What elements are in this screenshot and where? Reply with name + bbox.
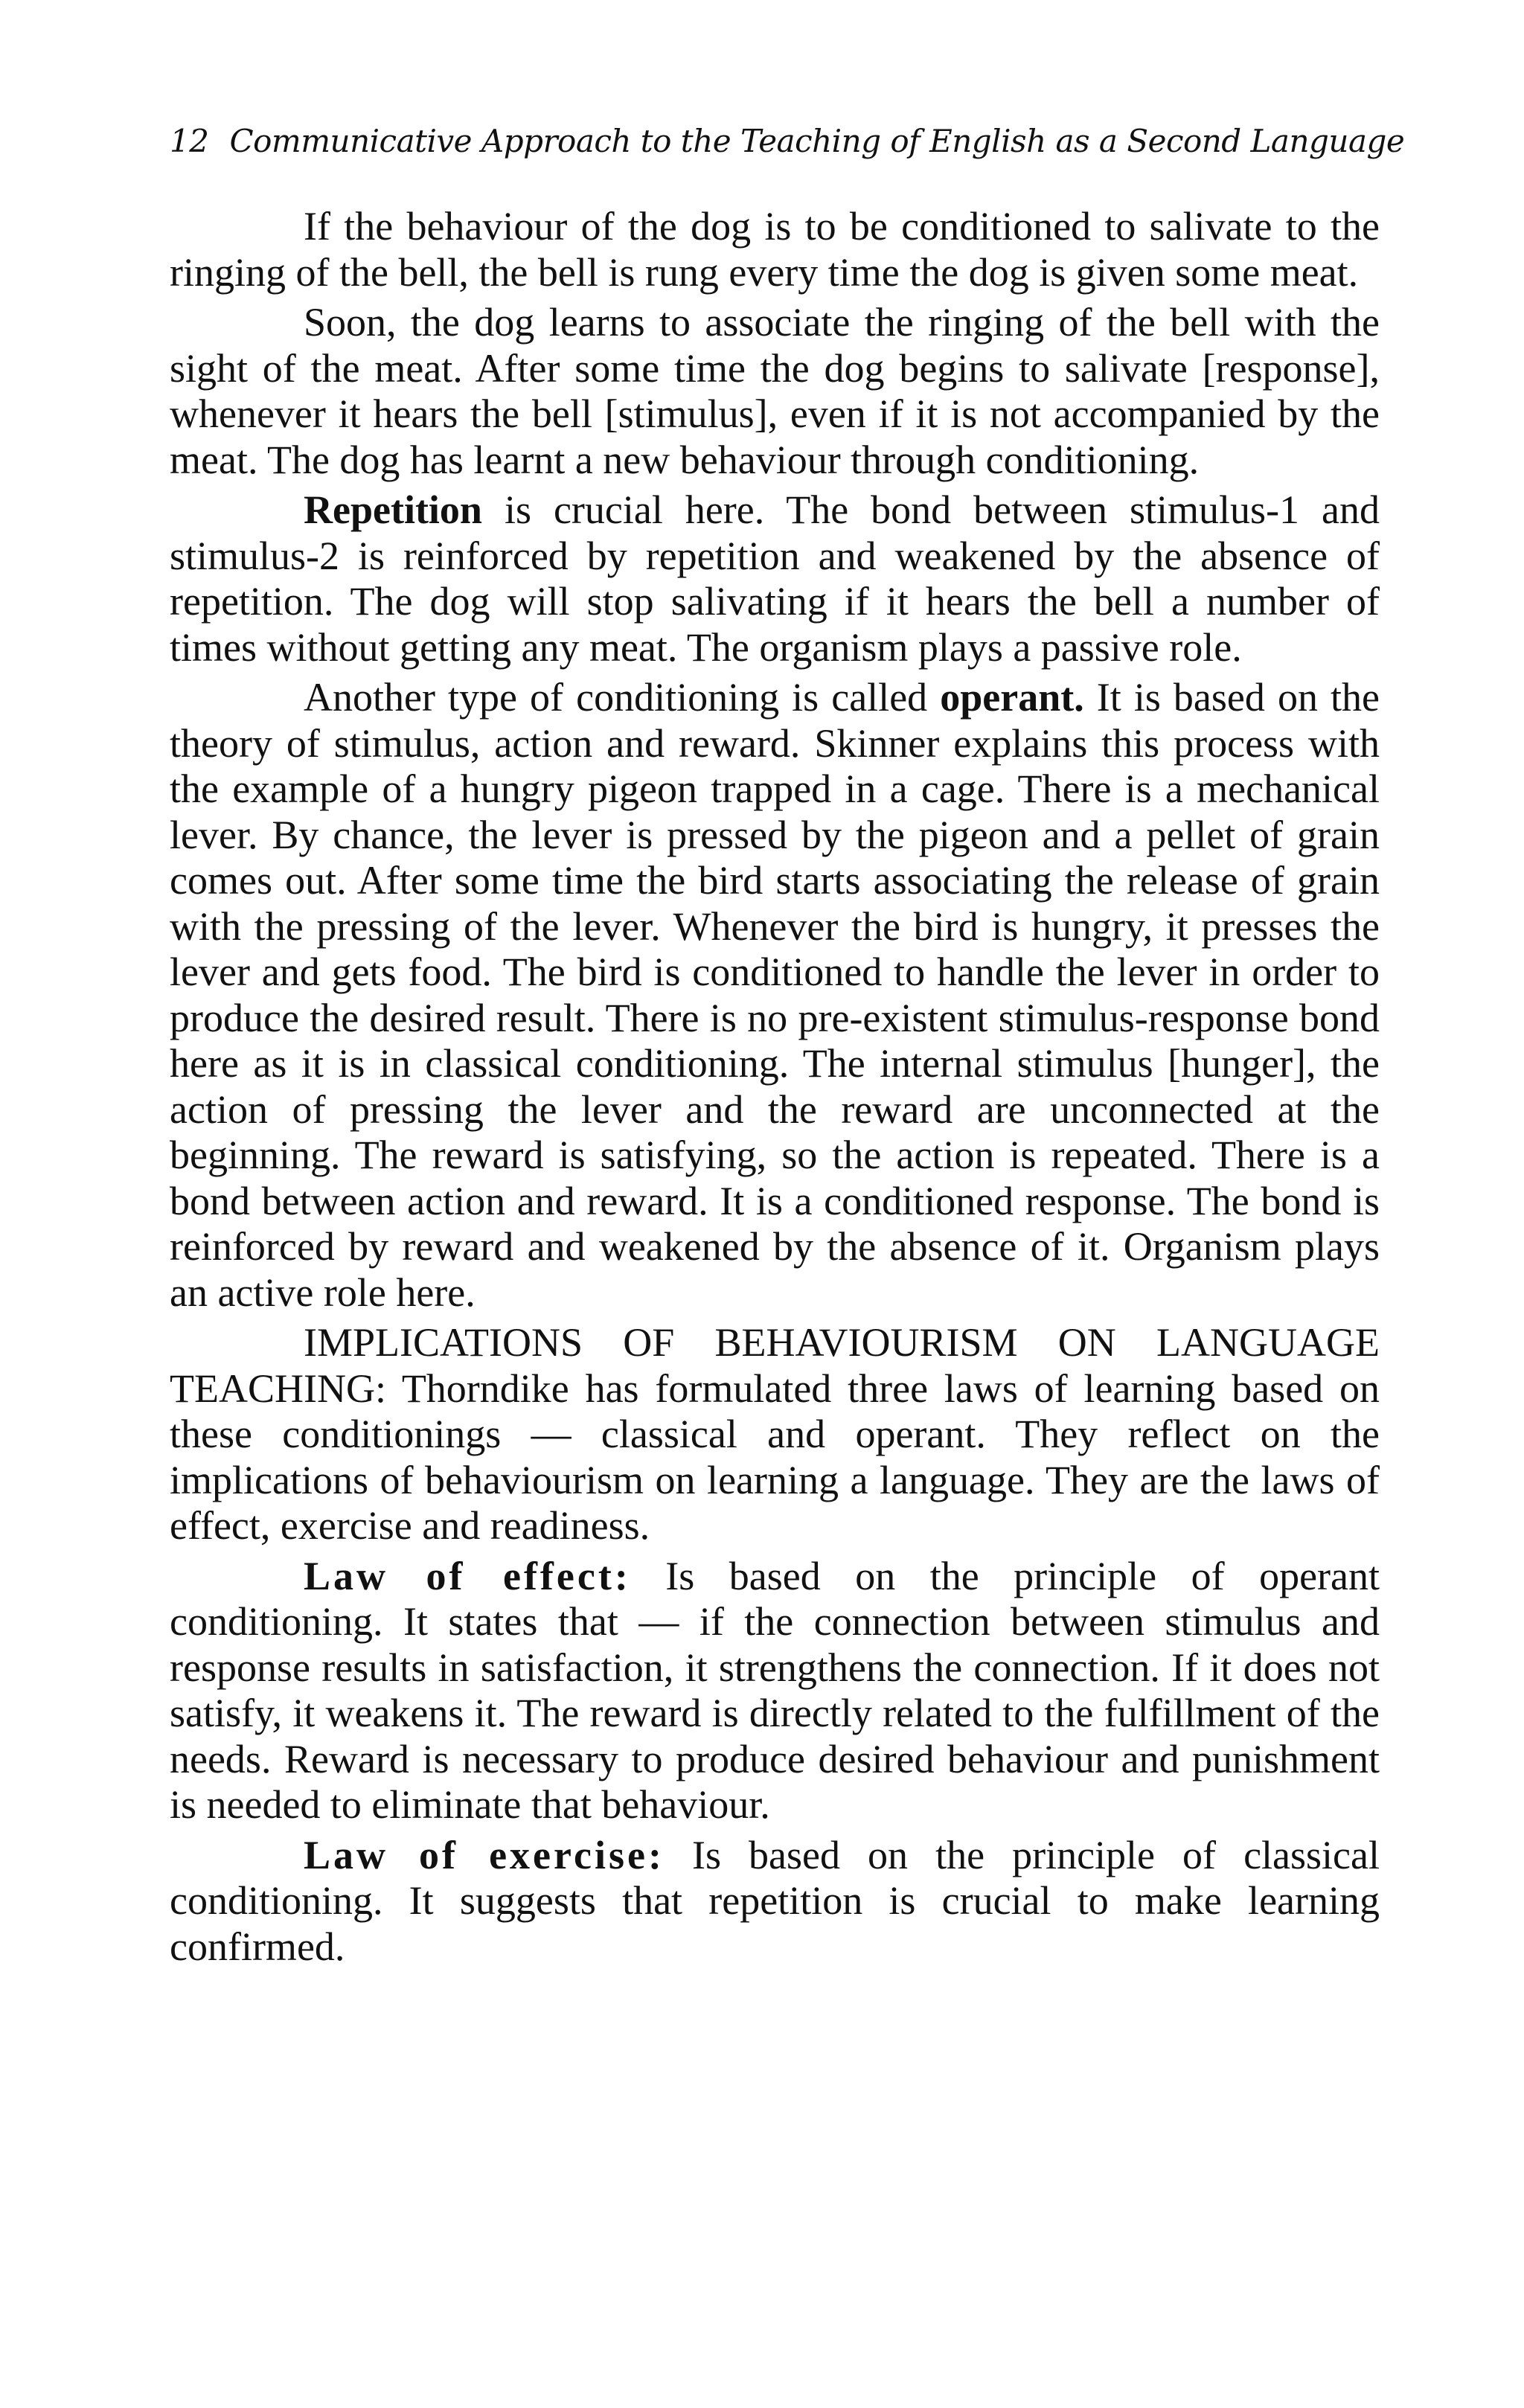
body-text	[170, 204, 1380, 1970]
paragraph-5-text: Thorndike has formulated three laws of learning based on these conditionings — classical and operant. They reflect on the implications of behaviourism on learning a language. They are the laws of effect, exercise and readiness.	[170, 1365, 1380, 1548]
paragraph-6	[170, 1554, 1380, 1828]
paragraph-2-text: Soon, the dog learns to associate the ringing of the bell with the sight of the meat. After some time the dog begins to salivate [response], whenever it hears the bell [stimulus], even if it is not accompanied by the meat. The dog has learnt a new behaviour through conditioning.	[170, 300, 1380, 482]
paragraph-7-text: Is based on the principle of classical conditioning. It suggests that repetition is crucial to make learning confirmed.	[170, 1832, 1380, 1969]
page-number: 12	[170, 123, 209, 159]
paragraph-4	[170, 675, 1380, 1316]
running-header	[170, 119, 1405, 164]
paragraph-3-text: is crucial here. The bond between stimulus-1 and stimulus-2 is reinforced by repetition and weakened by the absence of repetition. The dog will stop salivating if it hears the bell a number of times without getting any meat. The organism plays a passive role.	[170, 487, 1380, 670]
paragraph-3	[170, 487, 1380, 670]
term-operant: operant.	[940, 675, 1084, 720]
term-law-of-effect: Law of effect:	[304, 1553, 631, 1598]
book-page	[170, 119, 1405, 1974]
paragraph-1	[170, 204, 1380, 295]
paragraph-7	[170, 1833, 1380, 1970]
section-heading-implications: IMPLICATIONS OF BEHAVIOURISM ON LANGUAGE TEACHING:	[170, 1320, 1380, 1411]
paragraph-1-text: If the behaviour of the dog is to be conditioned to salivate to the ringing of the bell, the bell is rung every time the dog is given some meat.	[170, 204, 1380, 295]
paragraph-4-lead: Another type of conditioning is called	[304, 675, 941, 720]
running-title: Communicative Approach to the Teaching of English as a Second Language	[229, 123, 1405, 159]
paragraph-6-text: Is based on the principle of operant conditioning. It states that — if the connection between stimulus and response results in satisfaction, it strengthens the connection. If it does not satisfy, it weakens it. The reward is directly related to the fulfillment of the needs. Reward is necessary to produce desired behaviour and punishment is needed to eliminate that behaviour.	[170, 1553, 1380, 1827]
term-law-of-exercise: Law of exercise:	[304, 1832, 665, 1877]
paragraph-4-text: It is based on the theory of stimulus, action and reward. Skinner explains this process with the example of a hungry pigeon trapped in a cage. There is a mechanical lever. By chance, the lever is pressed by the pigeon and a pellet of grain comes out. After some time the bird starts associating the release of grain with the pressing of the lever. Whenever the bird is hungry, it presses the lever and gets food. The bird is conditioned to handle the lever in order to produce the desired result. There is no pre-existent stimulus-response bond here as it is in classical conditioning. The internal stimulus [hunger], the action of pressing the lever and the reward are unconnected at the beginning. The reward is satisfying, so the action is repeated. There is a bond between action and reward. It is a conditioned response. The bond is reinforced by reward and weakened by the absence of it. Organism plays an active role here.	[170, 675, 1380, 1315]
term-repetition: Repetition	[304, 487, 482, 532]
paragraph-5	[170, 1320, 1380, 1549]
paragraph-2	[170, 300, 1380, 483]
